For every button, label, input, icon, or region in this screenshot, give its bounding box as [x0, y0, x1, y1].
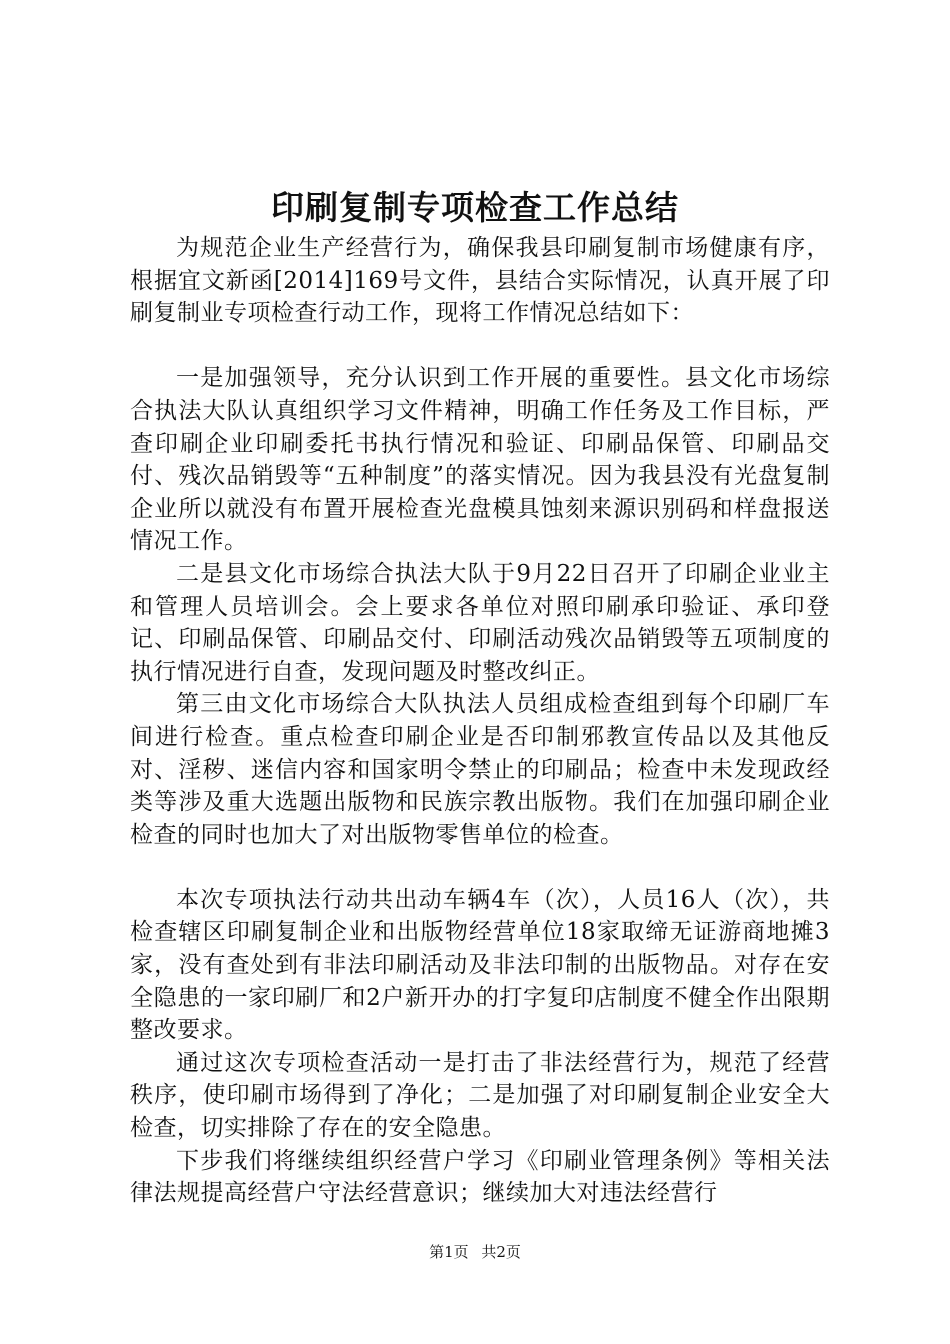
paragraph-training: 二是县文化市场综合执法大队于9月22日召开了印刷企业业主和管理人员培训会。会上要求各单位对照印刷承印验证、承印登记、印刷品保管、印刷品交付、印刷活动残次品销毁等五项制度的执行情况进行自查，发现问题及时整改纠正。 [130, 560, 830, 685]
paragraph-spacer [130, 851, 830, 884]
paragraph-spacer [130, 330, 830, 363]
paragraph-results: 通过这次专项检查活动一是打击了非法经营行为，规范了经营秩序，使印刷市场得到了净化；二是加强了对印刷复制企业安全大检查，切实排除了存在的安全隐患。 [130, 1049, 830, 1142]
paragraph-intro: 为规范企业生产经营行为，确保我县印刷复制市场健康有序，根据宜文新函[2014]169号文件，县结合实际情况，认真开展了印刷复制业专项检查行动工作，现将工作情况总结如下： [130, 235, 830, 327]
page-total: 共2页 [481, 1243, 521, 1261]
page-number: 第1页 [429, 1243, 469, 1261]
paragraph-statistics: 本次专项执法行动共出动车辆4车（次），人员16人（次），共检查辖区印刷复制企业和出版物经营单位18家取缔无证游商地摊3家，没有查处到有非法印刷活动及非法印制的出版物品。对存在安全隐患的一家印刷厂和2户新开办的打字复印店制度不健全作出限期整改要求。 [130, 886, 830, 1044]
paragraph-inspection: 第三由文化市场综合大队执法人员组成检查组到每个印刷厂车间进行检查。重点检查印刷企业是否印制邪教宣传品以及其他反对、淫秽、迷信内容和国家明令禁止的印刷品；检查中未发现政经类等涉及重大选题出版物和民族宗教出版物。我们在加强印刷企业检查的同时也加大了对出版物零售单位的检查。 [130, 691, 830, 848]
paragraph-leadership: 一是加强领导，充分认识到工作开展的重要性。县文化市场综合执法大队认真组织学习文件精神，明确工作任务及工作目标，严查印刷企业印刷委托书执行情况和验证、印刷品保管、印刷品交付、残次品销毁等“五种制度”的落实情况。因为我县没有光盘复制企业所以就没有布置开展检查光盘模具蚀刻来源识别码和样盘报送情况工作。 [130, 365, 830, 555]
paragraph-next-steps: 下步我们将继续组织经营户学习《印刷业管理条例》等相关法律法规提高经营户守法经营意识；继续加大对违法经营行 [130, 1147, 830, 1207]
page-footer [0, 1242, 950, 1262]
document-body [130, 232, 830, 1210]
document-title: 印刷复制专项检查工作总结 [271, 188, 679, 227]
